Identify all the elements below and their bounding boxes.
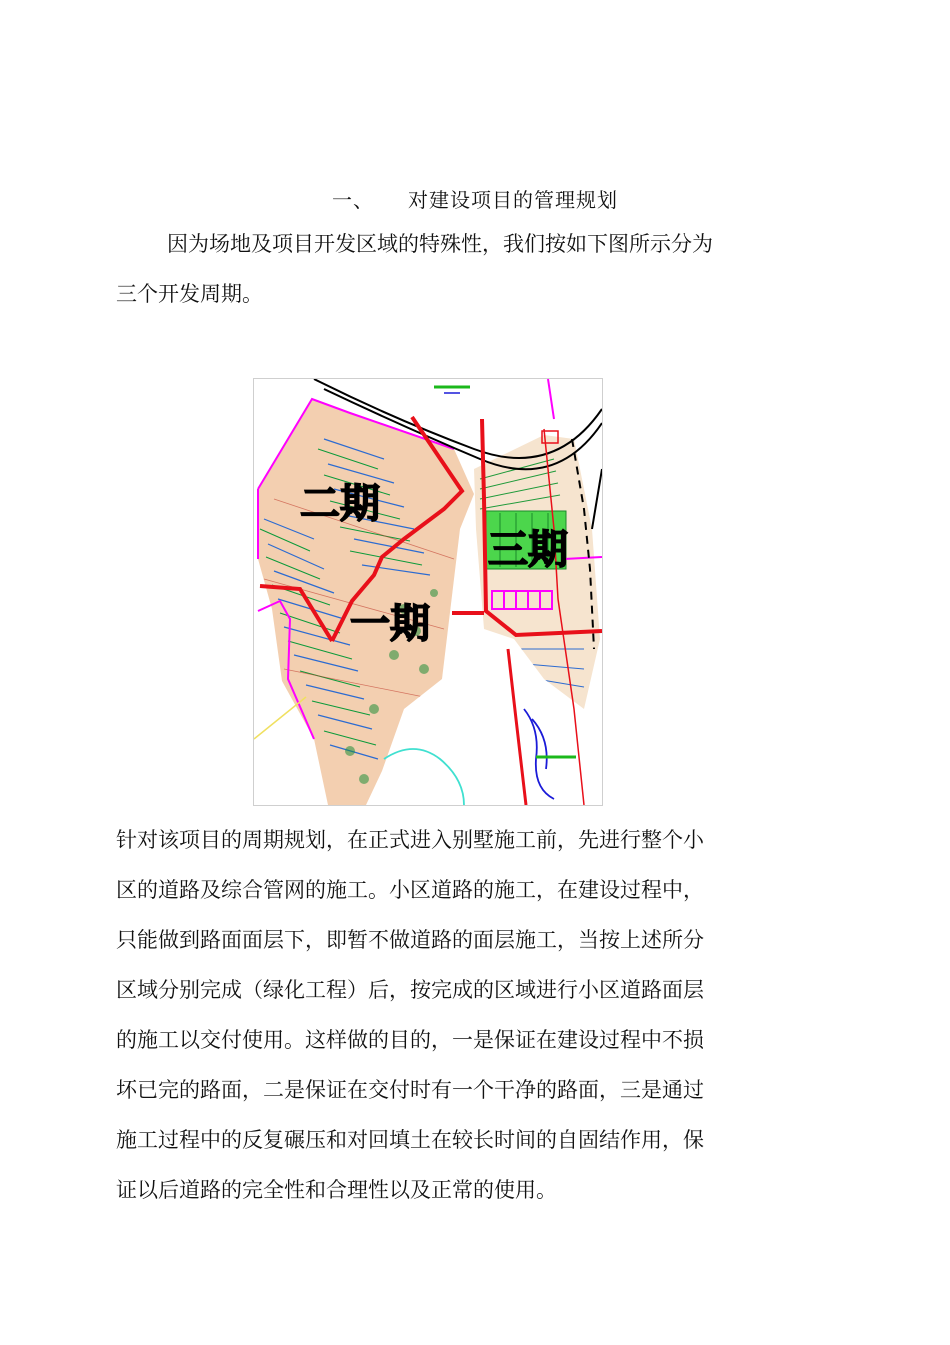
body-paragraph	[116, 815, 761, 1215]
body-line: 区的道路及综合管网的施工。小区道路的施工，在建设过程中，	[116, 878, 704, 902]
phase-label-1: 一期	[350, 601, 430, 647]
body-line: 针对该项目的周期规划，在正式进入别墅施工前，先进行整个小	[116, 828, 704, 852]
intro-paragraph	[116, 219, 761, 319]
section-title: 对建设项目的管理规划	[408, 188, 618, 212]
intro-line: 因为场地及项目开发区域的特殊性，我们按如下图所示分为	[167, 232, 713, 256]
section-heading	[0, 184, 950, 213]
section-number: 一、	[332, 188, 374, 212]
body-line: 只能做到路面面层下，即暂不做道路的面层施工，当按上述所分	[116, 928, 704, 952]
intro-line: 三个开发周期。	[116, 282, 263, 306]
body-line: 证以后道路的完全性和合理性以及正常的使用。	[116, 1178, 557, 1202]
phase-label-3: 三期	[488, 527, 568, 573]
body-line: 坏已完的路面，二是保证在交付时有一个干净的路面，三是通过	[116, 1078, 704, 1102]
site-phase-map	[253, 378, 603, 806]
phase-label-2: 二期	[300, 481, 380, 527]
body-line: 区域分别完成（绿化工程）后，按完成的区域进行小区道路面层	[116, 978, 704, 1002]
body-line: 施工过程中的反复碾压和对回填土在较长时间的自固结作用，保	[116, 1128, 704, 1152]
body-line: 的施工以交付使用。这样做的目的，一是保证在建设过程中不损	[116, 1028, 704, 1052]
